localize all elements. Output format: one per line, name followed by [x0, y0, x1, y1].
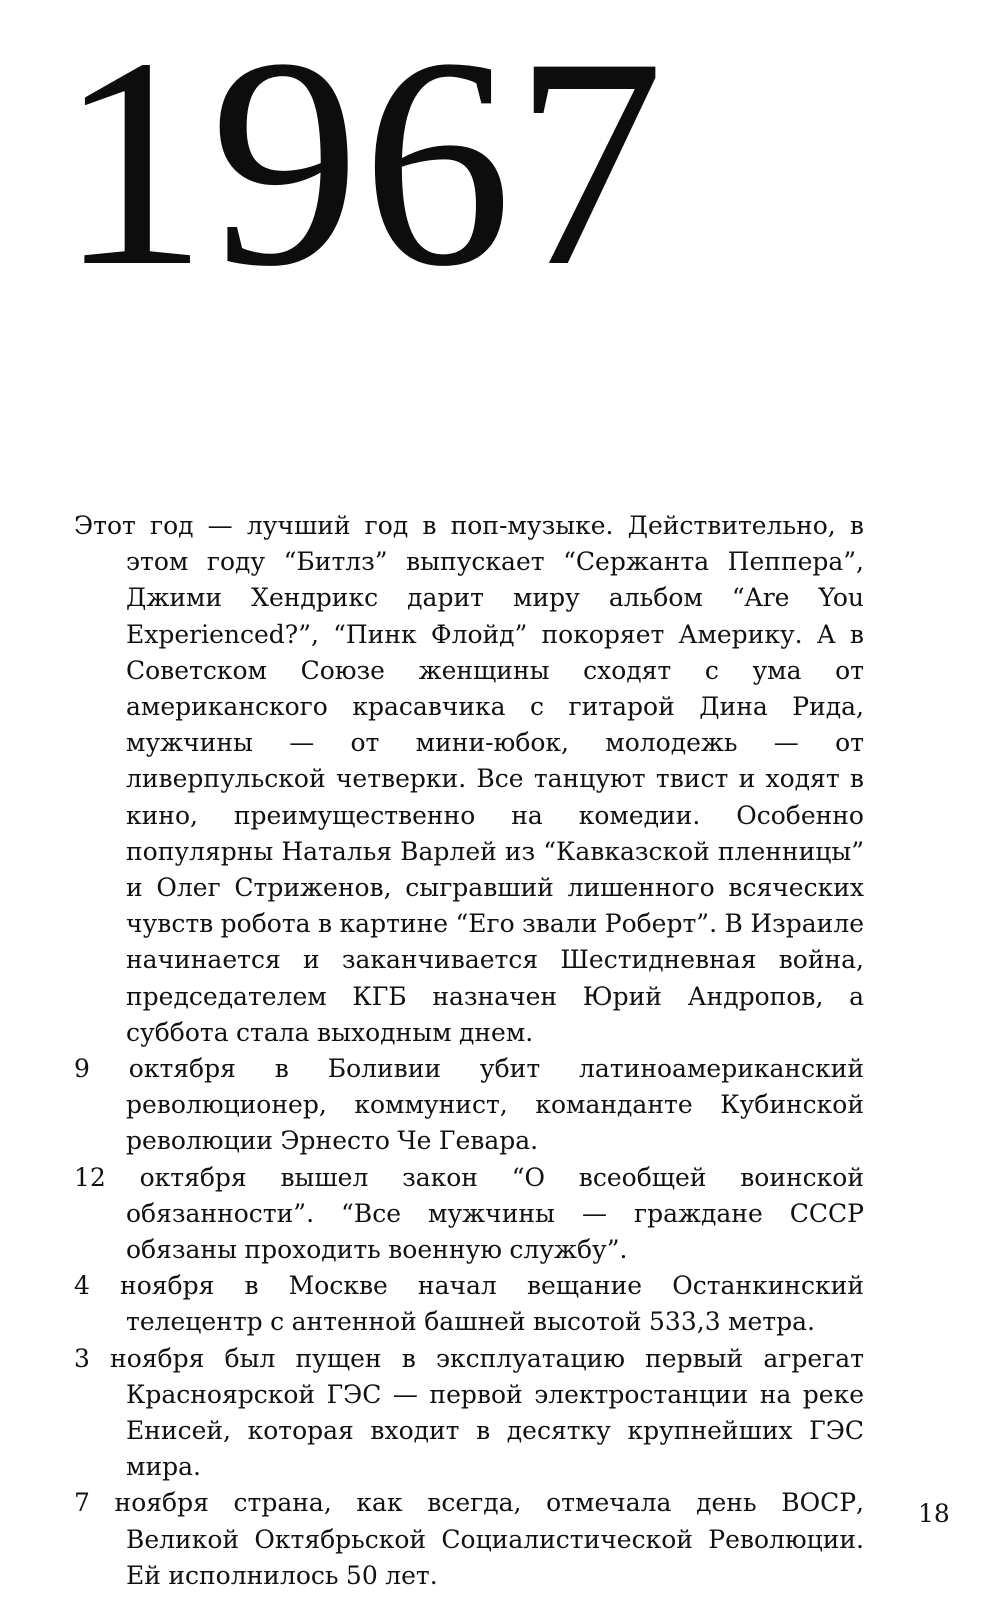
year-heading: 1967	[58, 0, 666, 328]
paragraph-krasnoyarsk-hpp: 3 ноября был пущен в эксплуатацию первый агрегат Красноярской ГЭС — первой электростанции на реке Енисей, которая входит в десятку крупнейших ГЭС мира.	[74, 1343, 864, 1482]
paragraph-che-guevara: 9 октября в Боливии убит латиноамериканский революционер, коммунист, команданте Кубинской революции Эрнесто Че Гевара.	[74, 1054, 864, 1156]
page-number: 18	[918, 1499, 950, 1528]
paragraph-intro: Этот год — лучший год в поп-музыке. Действительно, в этом году “Битлз” выпускает “Сержанта Пеппера”, Джими Хендрикс дарит миру альбом “Are You Experienced?”, “Пинк Флойд” покоряет Америку. А в Советском Союзе женщины сходят с ума от американского красавчика с гитарой Дина Рида, мужчины — от мини-юбок, молодежь — от ливерпульской четверки. Все танцуют твист и ходят в кино, преимущественно на комедии. Особенно популярны Наталья Варлей из “Кавказской пленницы” и Олег Стриженов, сыгравший лишенного всяческих чувств робота в картине “Его звали Роберт”. В Израиле начинается и заканчивается Шестидневная война, председателем КГБ назначен Юрий Андропов, а суббота стала выходным днем.	[74, 511, 864, 1047]
paragraph-military-law: 12 октября вышел закон “О всеобщей воинской обязанности”. “Все мужчины — граждане СССР обязаны проходить военную службу”.	[74, 1162, 864, 1265]
paragraph-ostankino: 4 ноября в Москве начал вещание Останкинский телецентр с антенной башней высотой 533,3 метра.	[74, 1271, 864, 1337]
paragraph-revolution-anniversary: 7 ноября страна, как всегда, отмечала день ВОСР, Великой Октябрьской Социалистической Революции. Ей исполнилось 50 лет.	[74, 1488, 864, 1590]
body-text	[74, 508, 864, 1594]
